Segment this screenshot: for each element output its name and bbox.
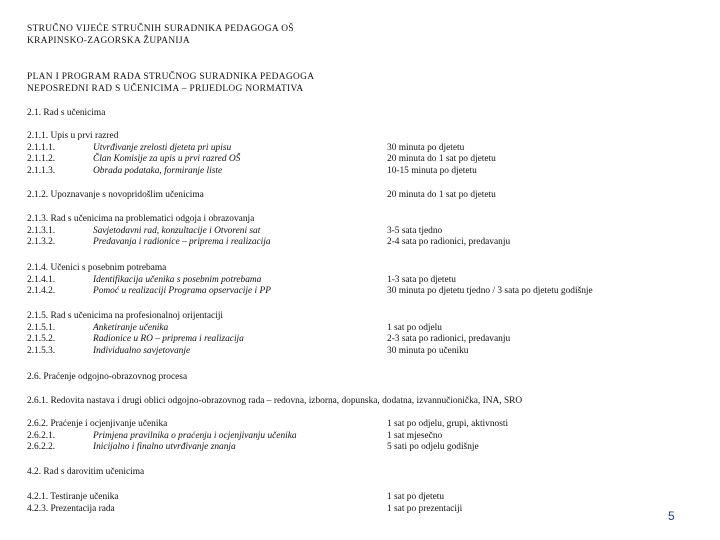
section-2-1-4 — [27, 263, 697, 298]
list-item: 2.1.3.2. Predavanja i radionice – priprema i realizacija 2-4 sata po radionici, predavanju — [27, 237, 511, 248]
section-2-1-5 — [27, 311, 697, 357]
section-2-1-2-norm: 20 minuta do 1 sat po djetetu — [387, 190, 496, 200]
section-2-1-4-title: 2.1.4. Učenici s posebnim potrebama — [27, 263, 167, 273]
council-heading-line-1: STRUČNO VIJEĆE STRUČNIH SURADNIKA PEDAGOGA OŠ — [27, 24, 294, 34]
section-2-1-2-title: 2.1.2. Upoznavanje s novopridošlim učenicima — [27, 190, 204, 200]
list-item: 2.1.4.2. Pomoć u realizaciji Programa opservacije i PP 30 minuta po djetetu tjedno / 3 sata po djetetu godišnje — [27, 286, 593, 297]
plan-title-line-2: NEPOSREDNI RAD S UČENICIMA – PRIJEDLOG NORMATIVA — [27, 83, 304, 94]
section-4-2-list — [27, 492, 697, 515]
list-item: 2.1.5.2. Radionice u RO – priprema i realizacija 2-3 sata po radionici, predavanju — [27, 334, 511, 345]
section-2-6-1: 2.6.1. Redovita nastava i drugi oblici odgojno-obrazovnog rada – redovna, izborna, dopunska, dodatna, izvannučionička, INA, SRO — [27, 396, 523, 406]
section-2-6-2-norm: 1 sat po odjelu, grupi, aktivnosti — [387, 419, 509, 429]
section-4-2-title: 4.2. Rad s darovitim učenicima — [27, 467, 145, 477]
list-item: 2.6.2.2. Inicijalno i finalno utvrđivanje znanja 5 sati po odjelu godišnje — [27, 442, 479, 453]
list-item: 2.1.1.3. Obrada podataka, formiranje liste 10-15 minuta po djetetu — [27, 165, 477, 176]
section-2-1-2 — [27, 190, 697, 202]
list-item: 2.1.5.1. Anketiranje učenika 1 sat po odjelu — [27, 322, 442, 333]
section-2-6-2-title: 2.6.2. Praćenje i ocjenjivanje učenika — [27, 419, 168, 429]
council-heading-line-2: KRAPINSKO-ZAGORSKA ŽUPANIJA — [27, 35, 191, 46]
plan-title — [27, 72, 314, 95]
list-item: 2.1.5.3. Individualno savjetovanje 30 minuta po učeniku — [27, 345, 469, 356]
section-2-6-2 — [27, 419, 697, 454]
list-item: 2.1.1.2. Član Komisije za upis u prvi razred OŠ 20 minuta do 1 sat po djetetu — [27, 154, 496, 165]
list-item: 2.6.2.1. Primjena pravilnika o praćenju i ocjenjivanju učenika 1 sat mjesečno — [27, 430, 443, 441]
section-2-1-1-title: 2.1.1. Upis u prvi razred — [27, 131, 119, 141]
section-2-1-3-title: 2.1.3. Rad s učenicima na problematici odgoja i obrazovanja — [27, 214, 255, 224]
section-2-1-1 — [27, 131, 697, 177]
section-2-1-title: 2.1. Rad s učenicima — [27, 108, 106, 118]
council-heading — [27, 24, 294, 47]
page-number: 5 — [668, 509, 675, 523]
list-item: 2.1.4.1. Identifikacija učenika s posebnim potrebama 1-3 sata po djetetu — [27, 274, 456, 285]
section-2-6-title: 2.6. Praćenje odgojno-obrazovnog procesa — [27, 372, 188, 382]
list-item: 2.1.1.1. Utvrđivanje zrelosti djeteta pri upisu 30 minuta po djetetu — [27, 142, 465, 153]
section-2-1-3 — [27, 214, 697, 249]
list-item: 4.2.1. Testiranje učenika 1 sat po djetetu — [27, 492, 445, 502]
plan-title-line-1: PLAN I PROGRAM RADA STRUČNOG SURADNIKA PEDAGOGA — [27, 72, 315, 82]
list-item: 4.2.3. Prezentacija rada 1 sat po prezentaciji — [27, 503, 463, 514]
list-item: 2.1.3.1. Savjetodavni rad, konzultacije i Otvoreni sat 3-5 sata tjedno — [27, 225, 443, 236]
section-2-1-5-title: 2.1.5. Rad s učenicima na profesionalnoj orijentaciji — [27, 311, 224, 321]
